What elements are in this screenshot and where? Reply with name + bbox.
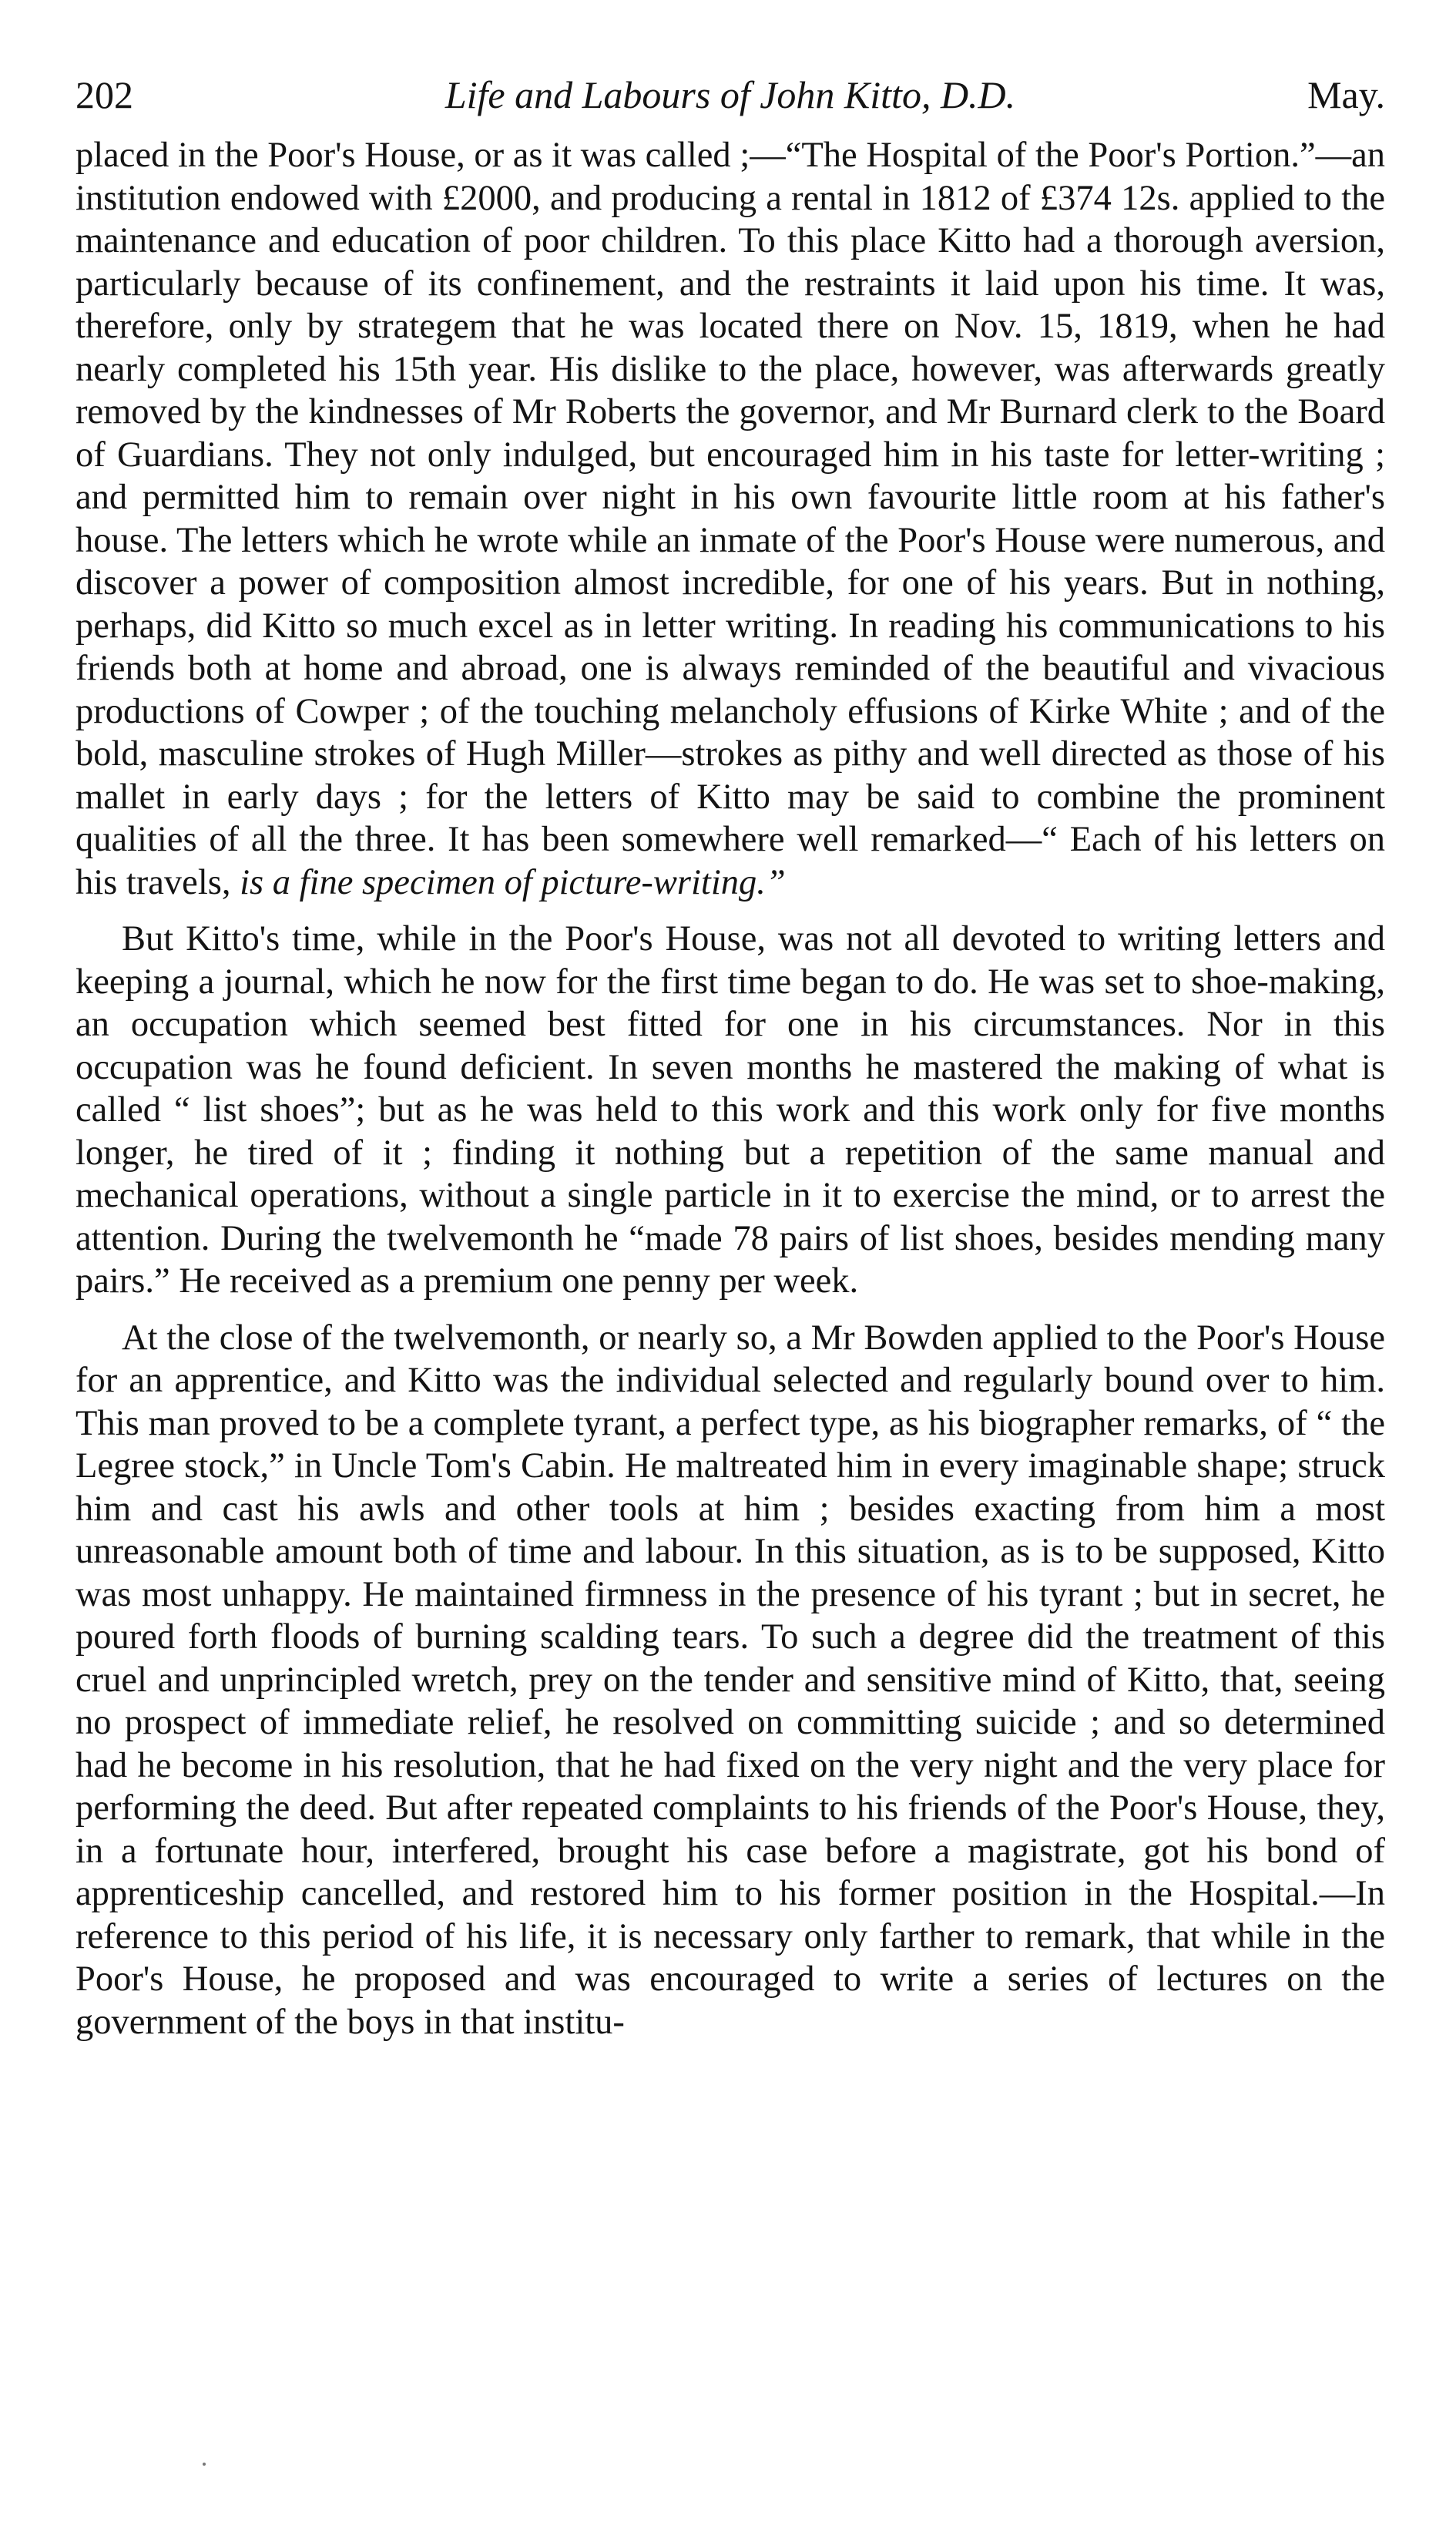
page-number: 202	[75, 73, 133, 116]
book-page	[75, 68, 1385, 2043]
ink-speck	[203, 2463, 206, 2466]
running-head	[75, 68, 1385, 122]
paragraph-continued	[75, 134, 1385, 904]
italic-quotation: is a fine specimen of picture-writing.”	[240, 862, 786, 902]
paragraph-text: placed in the Poor's House, or as it was called ;—“The Hospital of the Poor's Portion.”—an institution endowed with £2000, and producing a rental in 1812 of £374 12s. applied to the maintenance and education of poor children. To this place Kitto had a thorough aversion, particularly because of its confinement, and the restraints it laid upon his time. It was, therefore, only by strategem that he was located there on Nov. 15, 1819, when he had nearly completed his 15th year. His dislike to the place, however, was afterwards greatly removed by the kindnesses of Mr Roberts the governor, and Mr Burnard clerk to the Board of Guardians. They not only indulged, but encouraged him in his taste for letter-writing ; and permitted him to remain over night in his own favourite little room at his father's house. The letters which he wrote while an inmate of the Poor's House were numerous, and discover a power of composition almost incredible, for one of his years. But in nothing, perhaps, did Kitto so much excel as in letter writing. In reading his communications to his friends both at home and abroad, one is always reminded of the beautiful and vivacious productions of Cowper ; of the touching melancholy effusions of Kirke White ; and of the bold, masculine strokes of Hugh Miller—strokes as pithy and well directed as those of his mallet in early days ; for the letters of Kitto may be said to combine the prominent qualities of all the three. It has been somewhere well remarked—“ Each of his letters on his travels,	[75, 136, 1385, 902]
running-title: Life and Labours of John Kitto, D.D.	[445, 73, 1016, 116]
paragraph-apprenticeship: At the close of the twelvemonth, or nearly so, a Mr Bowden applied to the Poor's House for an apprentice, and Kitto was the individual selected and regularly bound over to him. This man proved to be a complete tyrant, a perfect type, as his biographer remarks, of “ the Legree stock,” in Uncle Tom's Cabin. He maltreated him in every imaginable shape; struck him and cast his awls and other tools at him ; besides exacting from him a most unreasonable amount both of time and labour. In this situation, as is to be supposed, Kitto was most unhappy. He maintained firmness in the presence of his tyrant ; but in secret, he poured forth floods of burning scalding tears. To such a degree did the treatment of this cruel and unprincipled wretch, prey on the tender and sensitive mind of Kitto, that, seeing no prospect of immediate relief, he resolved on committing suicide ; and so determined had he become in his resolution, that he had fixed on the very night and the very place for performing the deed. But after repeated complaints to his friends of the Poor's House, they, in a fortunate hour, interfered, brought his case before a magistrate, got his bond of apprenticeship cancelled, and restored him to his former position in the Hospital.—In reference to this period of his life, it is necessary only farther to remark, that while in the Poor's House, he proposed and was encouraged to write a series of lectures on the government of the boys in that institu-	[75, 1318, 1385, 2042]
month-label: May.	[1307, 73, 1385, 116]
paragraph-shoe-making: But Kitto's time, while in the Poor's House, was not all devoted to writing letters and keeping a journal, which he now for the first time began to do. He was set to shoe-making, an occupation which seemed best fitted for one in his circumstances. Nor in this occupation was he found deficient. In seven months he mastered the making of what is called “ list shoes”; but as he was held to this work and this work only for five months longer, he tired of it ; finding it nothing but a repetition of the same manual and mechanical operations, without a single particle in it to exercise the mind, or to arrest the attention. During the twelvemonth he “made 78 pairs of list shoes, besides mending many pairs.” He received as a premium one penny per week.	[75, 919, 1385, 1301]
body-text	[75, 134, 1385, 2043]
